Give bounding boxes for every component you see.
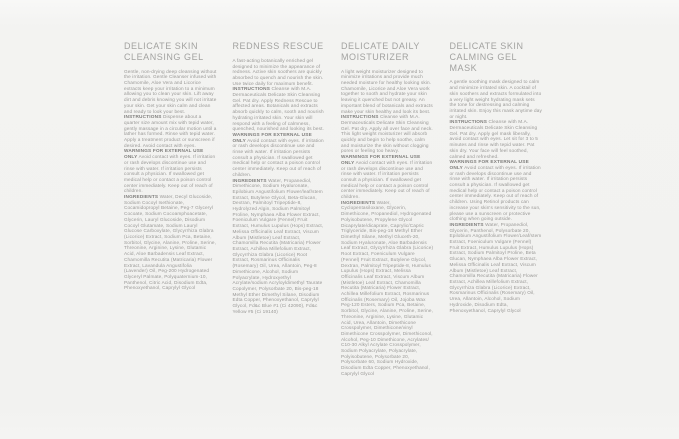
product-title: DELICATE SKIN CLEANSING GEL	[124, 41, 204, 62]
ingredients-section	[124, 194, 217, 291]
product-title: REDNESS RESCUE	[232, 41, 324, 51]
ingredients-text: Water, Decyl Glucoside, Sodium Cocoyl Isethionate, Cocamidopropyl Betaine, Peg-7 Glyceryl Cocoate, Sodium Cocoamphoacetate, Glycerin, Lauryl Glucoside, Disodium Cocoyl Glutamate, Sodium Lauryl Glucose Carboxylate, Glycyrrhiza Glabra (Licorice) Extract, Sodium Pca, Betaine, Sorbitol, Glycine, Alanine, Proline, Serine, Threonine, Arginine, Lysine, Glutamic Acid, Aloe Barbadensis Leaf Extract, Chamomilla Recutita (Matricaria) Flower Extract, Lavandula Angustifolia (Lavender) Oil, Peg-200 Hydrogenated Glyceryl Palmate, Polyquaternium-10, Panthenol, Citric Acid, Disodium Edta, Phenoxyethanol, Caprylyl Glycol	[124, 194, 217, 291]
warnings-section	[124, 148, 217, 194]
warnings-section	[450, 159, 543, 222]
instructions-text: Cleanse with M.A. Dermaceuticals Delicate Skin Cleansing Gel. Pat dry. Apply Redness Rescue to affected areas. Botanicals and extracts absorb quickly to calm, sooth and nourish hydrating irritated skin. Your skin will respond with a feeling of calmness, quenched, nourished and looking its best.	[232, 86, 324, 132]
ingredients-section	[233, 178, 326, 315]
warnings-section	[233, 132, 326, 178]
product-columns	[124, 41, 542, 377]
ingredients-label: INGREDIENTS	[449, 221, 484, 227]
description-text: A gentle soothing mask designed to calm and minimize irritated skin. A cocktail of skin soothers and extracts formulated into a very light weight hydrating mask sets the tone for destressing and calming irritated skin. Enjoy this mask anytime day or night.	[449, 79, 542, 119]
ingredients-text: Water, Propanediol, Glycerin, Panthenol, Polysorbate 20, Epilobium Angustifolium Flower/Leaf/stem Extract, Foeniculum Vulgare (Fennel) Fruit Extract, Humulus Lupulus (Hops) Extract, Sodium Palmitoyl Proline, Beta Glucan, Nymphaea Alba Flower Extract, Melissa Officinalis Leaf Extract, Viscum Album (Mistletoe) Leaf Extract, Chamomilla Recutita (Matricaria) Flower Extract, Achillea Millefolium Extract, Glycyrrhiza Glabra (Licorice) Extract, Rosmarinus Officinalis (Rosemary) Oil, Urea, Allantoin, Alcohol, Sodium Hydroxide, Disodium Edta, Phenoxyethanol, Caprylyl Glycol	[449, 221, 542, 313]
warnings-text: Avoid contact with eyes. If irritation or rash develops discontinue use and rinse with water. If irritation persists consult a physician. If swallowed get medical help or contact a poison control center immediately. Keep out of reach of children.	[124, 154, 216, 194]
ingredients-label: INGREDIENTS	[232, 177, 267, 183]
instructions-text: Dispense about a quarter size amount mix with tepid water, gently massage in a circular motion until a lather has formed. Rinse with tepid water. Apply a treatment product or sunscreen if desired. Avoid contact with eyes.	[124, 114, 217, 148]
instructions-section	[233, 86, 326, 132]
description-text: A light weight moisturizer designed to minimize irritations and provide much needed moisture for healthy looking skin. Chamomile, Licorice and Aloe Vera work together to sooth and hydrate your skin leaving it quenched but not greasy. An important blend of botanicals and extracts make your skin healthy and look its best.	[341, 68, 433, 114]
description-text: Gentle, non-drying deep cleansing without the irritation. Gentle Cleanser infused with Chamomile, Aloe Vera and Licorice extracts keep your irritation to a minimum allowing you to clean your skin. Lift away dirt and debris knowing you will not irritate your skin. Get your skin calm and clean and ready to look your best.	[124, 68, 217, 114]
product-title: DELICATE SKIN CALMING GEL MASK	[449, 41, 524, 73]
warnings-text: Avoid contact with eyes. If irritation or rash develops discontinue use and rinse with water. If irritation persists consult a physician. If swallowed get medical help or contact a poison control center immediately. Keep out of reach of children.	[341, 159, 433, 200]
warnings-label: WARNINGS FOR EXTERNAL USE ONLY	[124, 148, 204, 160]
product-description	[124, 69, 217, 115]
column-delicate-daily-moisturizer	[341, 41, 434, 377]
description-text: A fast-acting botanically enriched gel designed to minimize the appearance of redness. Active skin soothers are quickly absorbed to quench and nourish the skin. Use twice daily for maximum benefit.	[232, 57, 324, 86]
instructions-label: INSTRUCTIONS	[232, 86, 271, 92]
instructions-section	[450, 119, 543, 159]
instructions-text: Cleanse with M.A. Dermaceuticals Delicate Skin Cleansing Gel. Pat dry. Apply gel mask liberally, avoid contact with eyes. Let sit for 3 to 5 minutes and rinse with tepid water. Pat skin dry. Your face will feel soothed, calmed and refreshed.	[449, 119, 539, 159]
warnings-section	[341, 154, 434, 200]
ingredients-section	[450, 222, 543, 313]
warnings-label: WARNINGS FOR EXTERNAL USE ONLY	[449, 159, 529, 170]
instructions-label: INSTRUCTIONS	[124, 114, 162, 120]
warnings-text: Avoid contact with eyes. If irritation or rash develops discontinue use and rinse with water. If irritation persists consult a physician. If swallowed get medical help or contact a poison control center immediately. Keep out of reach of children. Using Retinol products can increase your skin's sensitivity to the sun, please use a sunscreen or protective clothing when going outside.	[449, 164, 541, 222]
product-description	[233, 58, 326, 87]
instructions-label: INSTRUCTIONS	[341, 114, 379, 120]
product-description	[341, 69, 434, 115]
column-redness-rescue	[233, 41, 326, 377]
instructions-section	[124, 114, 217, 148]
instructions-label: INSTRUCTIONS	[449, 119, 488, 125]
warnings-label: WARNINGS FOR EXTERNAL USE ONLY	[232, 131, 312, 143]
ingredients-text: Water, Cyclopentasiloxane, Glycerin, Dimethicone, Propanediol, Hydrogenated Polyisobutene, Propylene Glycol Dicaprylate/dicaprate, Caprylic/Capric Triglyceride, Bis-peg-18 Methyl Ether Dimethyl Silane, Methyl Gluceth-20, Sodium Hyaluronate, Aloe Barbadensis Leaf Extract, Glycyrrhiza Glabra (Licorice) Root Extract, Foeniculum Vulgare (Fennel) Fruit Extract, Butylene Glycol, Dextran, Palmitoyl Tripeptide-8, Humulus Lupulus (Hops) Extract, Melissa Officinalis Leaf Extract, Viscum Album (Mistletoe) Leaf Extract, Chamomilla Recutita (Matricaria) Flower Extract, Achillea Millefolium Extract, Rosmarinus Officinalis (Rosemary) Oil, Jojoba Wax Peg-120 Esters, Sodium Pca, Betaine, Sorbitol, Glycine, Alanine, Proline, Serine, Threonine, Arginine, Lysine, Glutamic Acid, Urea, Allantoin, Dimethicone Crosspolymer, Dimethicone/vinyl Dimethicone Crosspolymer, Dimethiconol, Alcohol, Peg-10 Dimethicone, Acrylates/ C10-30 Alkyl Acrylate Crosspolymer, Sodium Polyacrylate, Polyacrylate, Polyisobutene, Polysorbate 20, Polysorbate 60, Sodium Hydroxide, Disodium Edta Copper, Phenoxyethanol, Caprylyl Glycol	[341, 199, 434, 376]
warnings-text: Avoid contact with eyes. If irritation or rash develops discontinue use and rinse with water. If irritation persists consult a physician. If swallowed get medical help or contact a poison control center immediately. Keep out of reach of children.	[232, 137, 324, 177]
ingredients-text: Water, Propanediol, Dimethicone, Sodium Hyaluronate, Epilobium Angustifolium Flower/leaf/stem Extract, Butylene Glycol, Beta-Glucan, Dextran, Palmitoyl Tripeptide-8, Hydrolyzed Algin, Sodium Palmitoyl Proline, Nymphaea Alba Flower Extract, Foeniculum Vulgare (Fennel) Fruit Extract, Humulus Lupulus (Hops) Extract, Melissa Officinalis Leaf Extract, Viscum Album (Mistletoe) Leaf Extract, Chamomilla Recutita (Matricaria) Flower Extract, Achillea Millefolium Extract, Glycyrrhiza Glabra (Licorice) Root Extract, Rosmarinus Officinalis (Rosemary) Oil, Urea, Allantoin, Peg-8 Dimethicone, Alcohol, Sodium Polyacrylate, Hydroxyethyl Acrylate/sodium Acryloyldimethyl Taurate Copolymer, Polysorbate 20, Bis-peg-18 Methyl Ether Dimethyl Silane, Disodium Edta Copper, Phenoxyethanol, Caprylyl Glycol, Fd&c Blue #1 (Ci 42090), Fd&c Yellow #5 (Ci 19140)	[232, 177, 324, 314]
product-description	[450, 79, 543, 119]
warnings-label: WARNINGS FOR EXTERNAL USE ONLY	[341, 154, 421, 165]
instructions-section	[341, 114, 434, 154]
product-title: DELICATE DAILY MOISTURIZER	[341, 41, 420, 62]
column-delicate-skin-cleansing-gel	[124, 41, 217, 377]
ingredients-section	[341, 200, 434, 377]
column-delicate-skin-calming-gel-mask	[450, 41, 543, 377]
ingredients-label: INGREDIENTS	[341, 199, 376, 205]
ingredients-label: INGREDIENTS	[124, 194, 159, 200]
instructions-text: Cleanse with M.A. Dermaceuticals Delicate Skin Cleansing Gel. Pat dry. Apply all over face and neck. This light weight moisturizer will absorb quickly and begin to help soothe, calm and moisturize the skin without clogging pores or feeling too heavy.	[341, 114, 433, 154]
